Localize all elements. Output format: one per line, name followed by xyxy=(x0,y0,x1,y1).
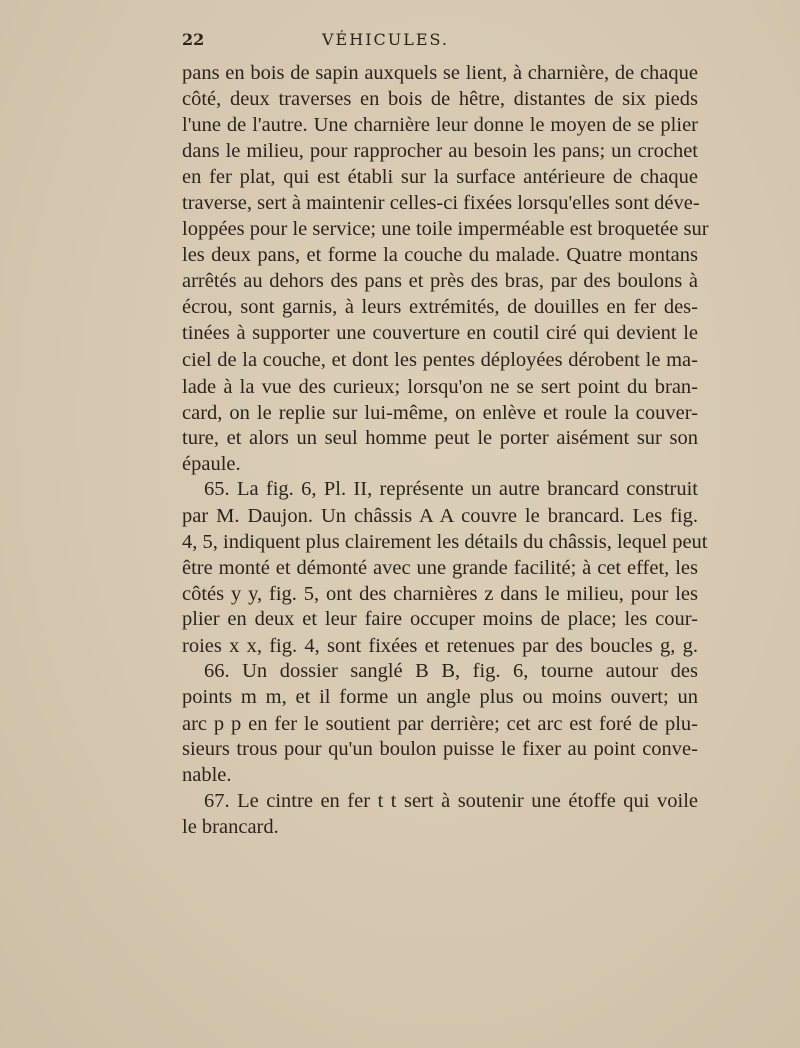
text-line: traverse, sert à maintenir celles-ci fixées lorsqu'elles sont déve- xyxy=(182,192,700,214)
text-line: pans en bois de sapin auxquels se lient, à charnière, de chaque xyxy=(182,62,698,84)
page-number: 22 xyxy=(182,30,205,49)
text-line: les deux pans, et forme la couche du malade. Quatre montans xyxy=(182,244,698,266)
text-line: ture, et alors un seul homme peut le porter aisément sur son xyxy=(182,427,698,449)
text-line: écrou, sont garnis, à leurs extrémités, de douilles en fer des- xyxy=(182,296,698,318)
text-line: côtés y y, fig. 5, ont des charnières z dans le milieu, pour les xyxy=(182,583,698,605)
text-line: tinées à supporter une couverture en coutil ciré qui devient le xyxy=(182,322,698,344)
text-line: points m m, et il forme un angle plus ou moins ouvert; un xyxy=(182,686,698,708)
text-line: l'une de l'autre. Une charnière leur donne le moyen de se plier xyxy=(182,114,698,136)
text-line: 4, 5, indiquent plus clairement les détails du châssis, lequel peut xyxy=(182,531,708,553)
text-line: en fer plat, qui est établi sur la surface antérieure de chaque xyxy=(182,166,698,188)
text-line: le brancard. xyxy=(182,816,279,838)
text-line: par M. Daujon. Un châssis A A couvre le brancard. Les fig. xyxy=(182,505,698,527)
text-line: 67. Le cintre en fer t t sert à soutenir une étoffe qui voile xyxy=(204,790,698,812)
text-line: épaule. xyxy=(182,453,241,475)
text-line: loppées pour le service; une toile imperméable est broquetée sur xyxy=(182,218,709,240)
page-header xyxy=(182,30,698,54)
text-line: nable. xyxy=(182,764,232,786)
text-line: arrêtés au dehors des pans et près des bras, par des boulons à xyxy=(182,270,698,292)
text-line: 66. Un dossier sanglé B B, fig. 6, tourne autour des xyxy=(204,660,698,682)
text-line: 65. La fig. 6, Pl. II, représente un autre brancard construit xyxy=(204,478,698,500)
text-line: plier en deux et leur faire occuper moins de place; les cour- xyxy=(182,608,698,630)
running-title: VÉHICULES. xyxy=(322,30,450,49)
text-line: card, on le replie sur lui-même, on enlève et roule la couver- xyxy=(182,402,698,424)
text-line: être monté et démonté avec une grande facilité; à cet effet, les xyxy=(182,557,698,579)
text-line: dans le milieu, pour rapprocher au besoin les pans; un crochet xyxy=(182,140,698,162)
text-line: ciel de la couche, et dont les pentes déployées dérobent le ma- xyxy=(182,349,698,371)
text-line: sieurs trous pour qu'un boulon puisse le fixer au point conve- xyxy=(182,738,698,760)
text-line: lade à la vue des curieux; lorsqu'on ne se sert point du bran- xyxy=(182,376,698,398)
text-line: côté, deux traverses en bois de hêtre, distantes de six pieds xyxy=(182,88,698,110)
text-line: roies x x, fig. 4, sont fixées et retenues par des boucles g, g. xyxy=(182,635,698,657)
text-line: arc p p en fer le soutient par derrière; cet arc est foré de plu- xyxy=(182,713,698,735)
